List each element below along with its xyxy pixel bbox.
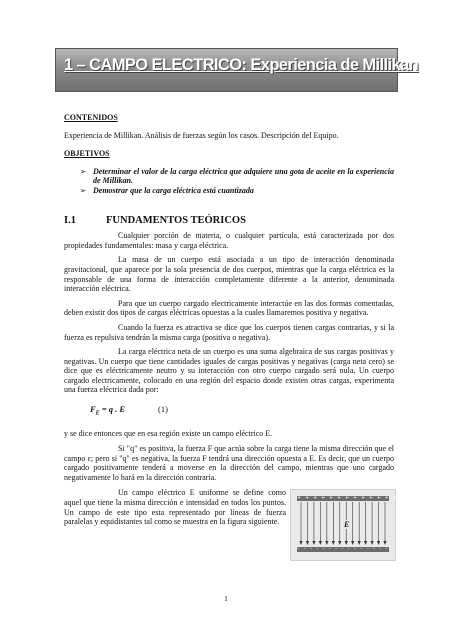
field-arrowhead [312,541,315,545]
paragraph: La masa de un cuerpo está asociada a un tipo de interacción denominada gravitacional, que aparece por la sola presencia de dos cuerpos, mientras que la carga eléctrica es la responsable de una forma de interacción completamente diferente a la anterior, denominada interacción eléctrica. [64,255,394,294]
field-arrowhead [306,541,309,545]
field-label: E [344,520,350,529]
field-arrowhead [377,541,380,545]
field-arrowhead [358,541,361,545]
paragraph: Si "q" es positiva, la fuerza F que actúa sobre la carga tiene la misma dirección que el campo ε; pero si "q" es negativa, la fuerza F tendrá una dirección opuesta a E. Es decir, que un cuerpo cargado positivamente tenderá a moverse en la dirección del campo, mientras que uno cargado negativamente lo hará en la dirección contraria. [64,443,394,482]
list-item [80,186,394,196]
formula-number: (1) [158,404,168,415]
formula-expression: $F_E = q$ . E [90,404,126,417]
title-banner [55,48,419,92]
field-arrowhead [383,541,386,545]
list-item [80,167,394,186]
field-arrowhead [325,541,328,545]
paragraph: y se dice entonces que en esa región existe un campo eléctrico E. [64,429,273,439]
objetivos-list [64,167,394,196]
page-number: 1 [224,594,228,603]
contenidos-heading: CONTENIDOS [64,113,118,122]
negative-signs: – – – – – – – – – – – – – – – [297,546,389,552]
field-arrowhead [364,541,367,545]
positive-signs: + + + + + + + + + + + + + + + [297,495,414,501]
field-arrowhead [319,541,322,545]
uniform-field-figure [290,489,414,561]
paragraph: Cuando la fuerza es atractiva se dice que los cuerpos tienen cargas contrarias, y si la fuerza es repulsiva tendrán la misma carga (positiva o negativa). [64,322,394,342]
document-body [64,113,414,527]
section-title: FUNDAMENTOS TEÓRICOS [106,214,246,226]
contenidos-text: Experiencia de Millikan. Análisis de fuerzas según los casos. Descripción del Equipo. [64,130,339,140]
section-number: I.1 [64,214,76,226]
arrow-bullet-icon: ➢ [80,166,87,176]
field-arrowhead [370,541,373,545]
paragraph: Cualquier porción de materia, o cualquier partícula, está caracterizada por dos propiedades fundamentales: masa y carga eléctrica. [64,231,394,250]
objective-text: Demostrar que la carga eléctrica está cuantizada [93,185,254,195]
paragraph: Para que un cuerpo cargado electricamente interactúe en las dos formas comentadas, deben existir dos tipos de cargas eléctricas opuestas a la cuales llamaremos positiva y negativa. [64,298,394,318]
field-arrowhead [345,541,348,545]
field-arrowhead [299,541,302,545]
field-arrowhead [338,541,341,545]
field-arrowhead [351,541,354,545]
section-heading [64,216,394,226]
formula [90,405,394,419]
objective-text: Determinar el valor de la carga eléctrica que adquiere una gota de aceite en la experiencia de Millikan. [93,166,394,186]
objetivos-heading: OBJETIVOS [64,149,110,159]
page-title: 1 – CAMPO ELECTRICO: Experiencia de Millikan [64,56,419,74]
paragraph: Un campo eléctrico E uniforme se define como aquel que tiene la misma dirección e intensidad en todos los puntos. Un campo de este tipo esta representado por líneas de fuerza paralelas y equidistantes tal como se muestra en la figura siguiente. [64,488,286,527]
arrow-bullet-icon: ➢ [80,185,87,195]
paragraph: La carga eléctrica neta de un cuerpo es una suma algebraica de sus cargas positivas y negativas. Un cuerpo que tiene cantidades iguales de cargas positivas y negativas (carga neta cero) se dice que es eléctricamente neutro y su interacción con otro cuerpo cargado será nula. Un cuerpo cargado electricamente, colocado en una región del espacio donde existen otras cargas, experimenta una fuerza eléctrica dada por: [64,347,394,395]
field-arrowhead [332,541,335,545]
